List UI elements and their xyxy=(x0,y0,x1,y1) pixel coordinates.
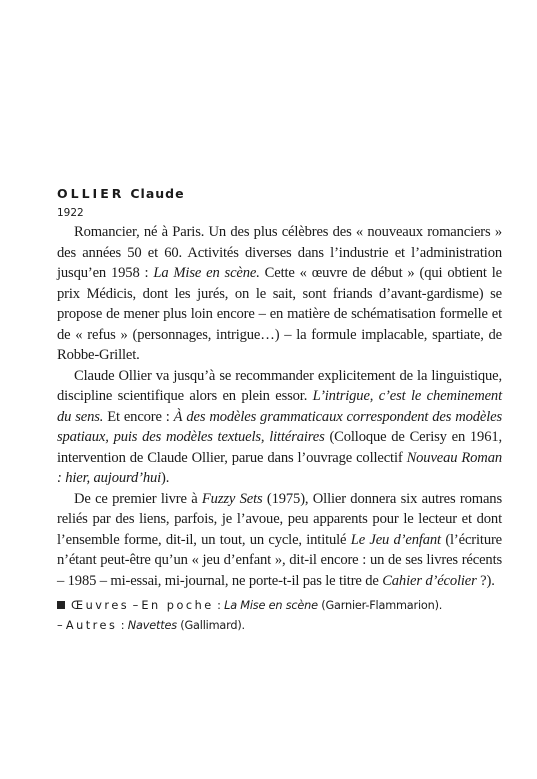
italic-text: Cahier d’écolier xyxy=(382,572,477,589)
birth-year: 1922 xyxy=(57,207,84,219)
entry-body xyxy=(57,222,502,591)
separator: – xyxy=(129,599,142,612)
dictionary-entry xyxy=(57,186,502,591)
autres-label: Autres xyxy=(65,619,118,632)
author-firstname: Claude xyxy=(130,186,185,201)
paragraph-3 xyxy=(57,489,502,592)
colon: : xyxy=(117,619,128,632)
italic-text: L’intrigue, c’est le cheminement du sens. xyxy=(57,388,502,425)
publisher: (Garnier-Flammarion). xyxy=(317,599,443,612)
works-line-2 xyxy=(57,616,502,636)
text-run: Romancier, né à Paris. Un des plus célèbres des « nouveaux romanciers » des années 50 et 60. Activités diverses dans l’industrie et l’administration jusqu’en 1958 : xyxy=(57,224,502,281)
works-label: Œuvres xyxy=(71,599,130,612)
work-title: Navettes xyxy=(127,619,177,632)
square-bullet-icon xyxy=(57,601,65,609)
text-run: Claude Ollier va jusqu’à se recommander explicitement de la linguistique, discipline scientifique alors en plein essor. xyxy=(57,367,502,404)
entry-heading xyxy=(57,186,502,202)
italic-text: À des modèles grammaticaux correspondent des modèles spatiaux, puis des modèles textuels, littéraires xyxy=(57,408,502,445)
colon: : xyxy=(213,599,225,612)
text-run: ?). xyxy=(476,572,495,589)
text-run: Cette « œuvre de début » (qui obtient le prix Médicis, dont les jurés, on le sait, sont friands d’avant-gardisme) se propose de mener plus loin encore – en matière de schématisation formelle et de « refus » (personnages, intrigue…) – la formule implacable, spartiate, de Robbe-Grillet. xyxy=(57,265,503,363)
text-run: (1975), Ollier donnera six autres romans reliés par des liens, parfois, je l’avoue, peu apparents pour le lecteur et dont l’ensemble forme, dit-il, un tout, un cycle, intitulé xyxy=(57,490,502,548)
italic-text: Le Jeu d’enfant xyxy=(350,531,441,548)
dash: – xyxy=(57,619,66,632)
italic-text: Fuzzy Sets xyxy=(201,490,263,507)
italic-text: La Mise en scène. xyxy=(153,265,260,281)
author-surname: OLLIER xyxy=(57,186,125,201)
italic-text: Nouveau Roman : hier, aujourd’hui xyxy=(57,449,502,486)
work-title: La Mise en scène xyxy=(224,599,318,612)
works-section xyxy=(57,596,502,636)
text-run: (l’écriture n’étant peut-être qu’un « jeu d’enfant », dit-il encore : un de ses livres récents – 1985 – mi-essai, mi-journal, ne porte-t-il pas le titre de xyxy=(57,531,502,589)
text-run: (Colloque de Cerisy en 1961, intervention de Claude Ollier, parue dans l’ouvrage collectif xyxy=(57,429,502,466)
publisher: (Gallimard). xyxy=(176,619,245,632)
paragraph-2 xyxy=(57,366,502,489)
text-run: ). xyxy=(161,470,170,486)
text-run: Et encore : xyxy=(103,408,174,425)
text-run: De ce premier livre à xyxy=(74,490,202,507)
works-line-1 xyxy=(57,596,502,616)
paragraph-1 xyxy=(57,222,502,366)
en-poche-label: En poche xyxy=(141,599,214,612)
